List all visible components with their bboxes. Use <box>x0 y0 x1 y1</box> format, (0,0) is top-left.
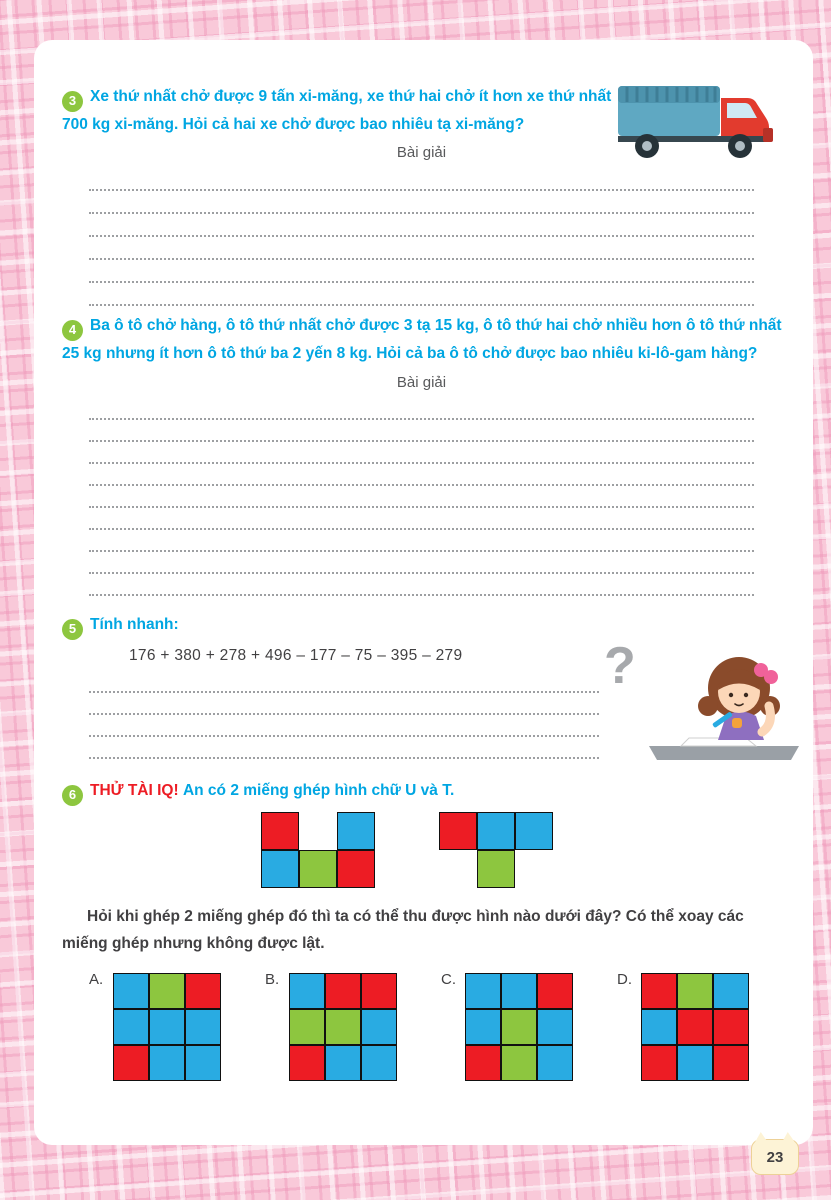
puzzle-piece-t <box>439 812 553 888</box>
option-a-label: A. <box>89 971 104 988</box>
puzzle-cell-cyan <box>185 1045 221 1081</box>
page-number-badge <box>751 1139 799 1175</box>
problem-6-question: Hỏi khi ghép 2 miếng ghép đó thì ta có thể thu được hình nào dưới đây? Có thể xoay các miếng ghép nhưng không được lật. <box>62 908 744 952</box>
puzzle-cell-green <box>501 1009 537 1045</box>
problem-6-title <box>62 778 762 806</box>
puzzle-cell-cyan <box>185 1009 221 1045</box>
answer-lines-p4 <box>89 398 754 596</box>
problem-4-text <box>62 313 784 367</box>
answer-line <box>89 486 754 508</box>
puzzle-cell-red <box>465 1045 501 1081</box>
answer-line <box>89 693 599 715</box>
problem-6-title-red: THỬ TÀI IQ! <box>90 782 179 799</box>
puzzle-cell-cyan <box>465 973 501 1009</box>
option-b-label: B. <box>265 971 280 988</box>
puzzle-cell-red <box>113 1045 149 1081</box>
thinking-girl-illustration <box>634 632 804 777</box>
puzzle-cell-cyan <box>677 1045 713 1081</box>
puzzle-cell-red <box>641 973 677 1009</box>
option-c-grid <box>465 973 573 1081</box>
option-a-grid <box>113 973 221 1081</box>
answer-lines-p3 <box>89 168 754 306</box>
puzzle-cell-red <box>713 1045 749 1081</box>
page-number: 23 <box>766 1148 784 1166</box>
question-mark-illustration: ? <box>604 637 636 695</box>
puzzle-cell-cyan <box>149 1009 185 1045</box>
puzzle-cell-red <box>185 973 221 1009</box>
puzzle-cell-green <box>289 1009 325 1045</box>
answer-line <box>89 420 754 442</box>
answer-line <box>89 552 754 574</box>
puzzle-cell-cyan <box>477 812 515 850</box>
option-b <box>265 973 397 1081</box>
answer-line <box>89 737 599 759</box>
answer-line <box>89 168 754 191</box>
puzzle-cell-cyan <box>713 973 749 1009</box>
content-panel <box>34 40 813 1145</box>
answer-options <box>89 973 749 1081</box>
puzzle-cell-cyan <box>261 850 299 888</box>
puzzle-cell-red <box>337 850 375 888</box>
puzzle-cell-cyan <box>149 1045 185 1081</box>
puzzle-cell-red <box>261 812 299 850</box>
problem-3-body: Xe thứ nhất chở được 9 tấn xi-măng, xe thứ hai chở ít hơn xe thứ nhất 700 kg xi-măng. Hỏi cả hai xe chở được bao nhiêu tạ xi-măng? <box>62 88 612 133</box>
puzzle-cell-green <box>299 850 337 888</box>
puzzle-piece-u <box>261 812 375 888</box>
answer-line <box>89 191 754 214</box>
puzzle-cell-cyan <box>641 1009 677 1045</box>
puzzle-cell-cyan <box>537 1045 573 1081</box>
puzzle-cell-cyan <box>289 973 325 1009</box>
answer-line <box>89 464 754 486</box>
puzzle-cell-green <box>325 1009 361 1045</box>
answer-line <box>89 530 754 552</box>
puzzle-cell-cyan <box>325 1045 361 1081</box>
answer-line <box>89 671 599 693</box>
answer-line <box>89 260 754 283</box>
puzzle-cell-empty <box>299 812 337 850</box>
problem-5-badge: 5 <box>62 619 83 640</box>
answer-lines-p5 <box>89 671 599 759</box>
problem-5-title-text: Tính nhanh: <box>90 616 179 633</box>
puzzle-cell-green <box>677 973 713 1009</box>
puzzle-cell-red <box>677 1009 713 1045</box>
answer-line <box>89 508 754 530</box>
puzzle-cell-red <box>289 1045 325 1081</box>
answer-line <box>89 237 754 260</box>
answer-line <box>89 398 754 420</box>
puzzle-cell-red <box>325 973 361 1009</box>
option-d-label: D. <box>617 971 632 988</box>
answer-line <box>89 715 599 737</box>
answer-line <box>89 283 754 306</box>
puzzle-cell-green <box>149 973 185 1009</box>
answer-line <box>89 574 754 596</box>
option-b-grid <box>289 973 397 1081</box>
puzzle-cell-red <box>713 1009 749 1045</box>
puzzle-cell-cyan <box>361 1009 397 1045</box>
option-c <box>441 973 573 1081</box>
problem-5-expression: 176 + 380 + 278 + 496 – 177 – 75 – 395 – 279 <box>129 647 463 664</box>
problem-3-badge: 3 <box>62 91 83 112</box>
puzzle-cell-red <box>537 973 573 1009</box>
answer-line <box>89 442 754 464</box>
puzzle-cell-empty <box>439 850 477 888</box>
option-d-grid <box>641 973 749 1081</box>
problem-3-text <box>62 84 637 138</box>
problem-6-title-rest: An có 2 miếng ghép hình chữ U và T. <box>182 782 455 799</box>
puzzle-cell-green <box>501 1045 537 1081</box>
puzzle-cell-cyan <box>361 1045 397 1081</box>
solution-label-p4: Bài giải <box>396 374 447 391</box>
puzzle-cell-green <box>477 850 515 888</box>
problem-5-title <box>62 612 462 640</box>
problem-4-body: Ba ô tô chở hàng, ô tô thứ nhất chở được 3 tạ 15 kg, ô tô thứ hai chở nhiều hơn ô tô thứ nhất 25 kg nhưng ít hơn ô tô thứ ba 2 yến 8 kg. Hỏi cả ba ô tô chở được bao nhiêu ki-lô-gam hàng? <box>62 317 782 362</box>
problem-6-badge: 6 <box>62 785 83 806</box>
solution-label-p3: Bài giải <box>396 144 447 161</box>
puzzle-cell-cyan <box>515 812 553 850</box>
puzzle-cell-cyan <box>537 1009 573 1045</box>
answer-line <box>89 214 754 237</box>
puzzle-cell-cyan <box>465 1009 501 1045</box>
option-c-label: C. <box>441 971 456 988</box>
puzzle-cell-red <box>361 973 397 1009</box>
puzzle-cell-cyan <box>337 812 375 850</box>
puzzle-cell-cyan <box>113 973 149 1009</box>
option-d <box>617 973 749 1081</box>
puzzle-cell-red <box>641 1045 677 1081</box>
puzzle-cell-red <box>439 812 477 850</box>
problem-4-badge: 4 <box>62 320 83 341</box>
option-a <box>89 973 221 1081</box>
puzzle-cell-empty <box>515 850 553 888</box>
puzzle-cell-cyan <box>113 1009 149 1045</box>
puzzle-cell-cyan <box>501 973 537 1009</box>
